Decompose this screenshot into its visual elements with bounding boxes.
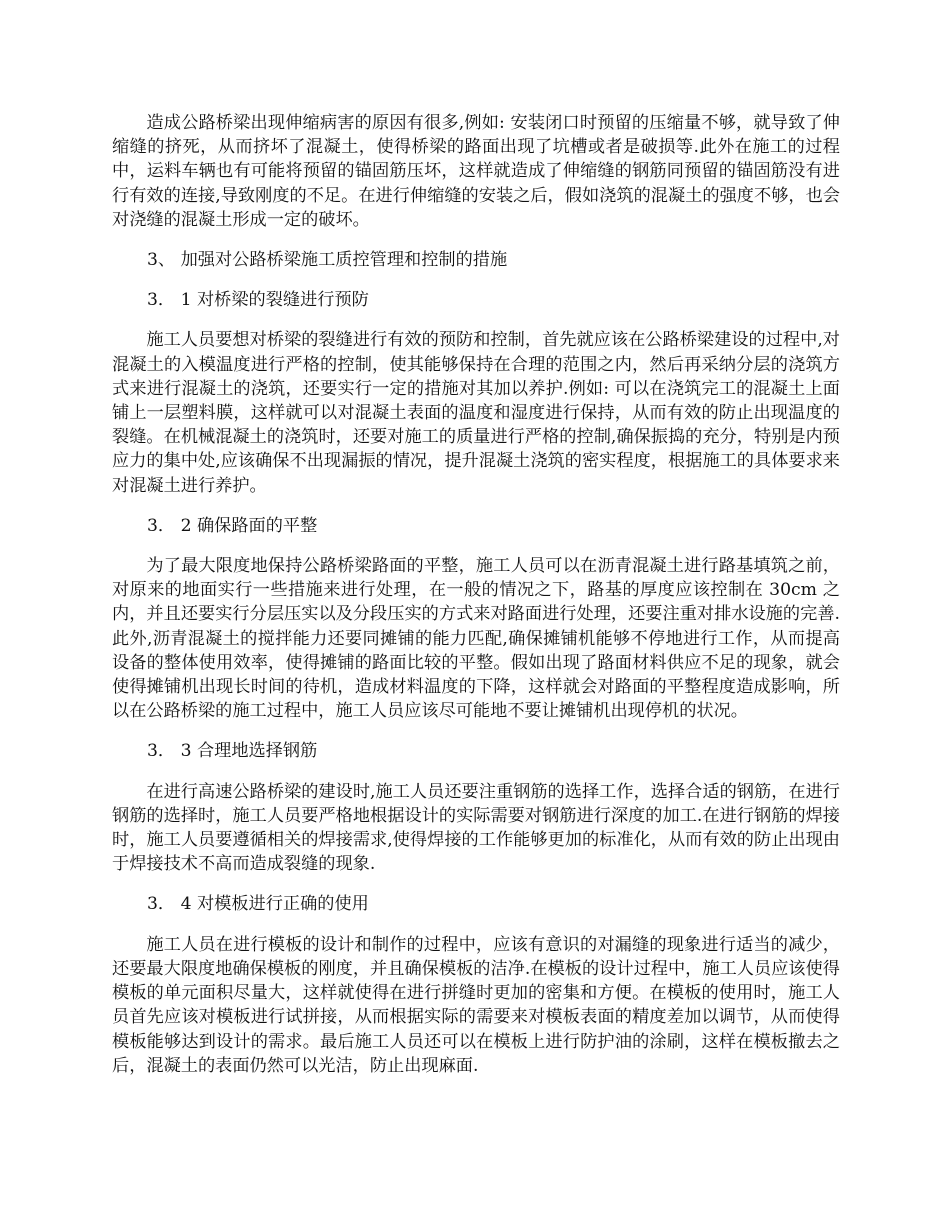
paragraph-formwork-use: 施工人员在进行模板的设计和制作的过程中，应该有意识的对漏缝的现象进行适当的减少，还要最大限度地确保模板的刚度，并且确保模板的洁净.在模板的设计过程中，施工人员应该使得模板的单元面积尽量大，这样就使得在进行拼缝时更加的密集和方便。在模板的使用时，施工人员首先应该对模板进行试拼接，从而根据实际的需要来对模板表面的精度差加以调节，从而使得模板能够达到设计的需求。最后施工人员还可以在模板上进行防护油的涂刷，这样在模板撤去之后，混凝土的表面仍然可以光洁，防止出现麻面. — [112, 934, 840, 1076]
subsection-heading-3-3: 3． 3 合理地选择钢筋 — [147, 741, 318, 762]
paragraph-expansion-joint-causes: 造成公路桥梁出现伸缩病害的原因有很多,例如: 安装闭口时预留的压缩量不够，就导致了伸缩缝的挤死，从而挤坏了混凝土，使得桥梁的路面出现了坑槽或者是破损等.此外在施工的过程中，运料车辆也有可能将预留的锚固筋压坏，这样就造成了伸缩缝的钢筋同预留的锚固筋没有进行有效的连接,导致刚度的不足。在进行伸缩缝的安装之后，假如浇筑的混凝土的强度不够，也会对浇缝的混凝土形成一定的破坏。 — [112, 113, 840, 230]
document-page — [112, 111, 840, 1094]
paragraph-crack-prevention: 施工人员要想对桥梁的裂缝进行有效的预防和控制，首先就应该在公路桥梁建设的过程中,对混凝土的入模温度进行严格的控制，使其能够保持在合理的范围之内，然后再采纳分层的浇筑方式来进行混凝土的浇筑，还要实行一定的措施对其加以养护.例如: 可以在浇筑完工的混凝土上面铺上一层塑料膜，这样就可以对混凝土表面的温度和湿度进行保持，从而有效的防止出现温度的裂缝。在机械混凝土的浇筑时，还要对施工的质量进行严格的控制,确保振捣的充分，特别是内预应力的集中处,应该确保不出现漏振的情况，提升混凝土浇筑的密实程度，根据施工的具体要求来对混凝土进行养护。 — [112, 330, 840, 496]
section-heading-3: 3、 加强对公路桥梁施工质控管理和控制的措施 — [147, 250, 508, 271]
subsection-heading-3-1: 3． 1 对桥梁的裂缝进行预防 — [147, 290, 369, 311]
paragraph-road-flatness: 为了最大限度地保持公路桥梁路面的平整，施工人员可以在沥青混凝土进行路基填筑之前，对原来的地面实行一些措施来进行处理，在一般的情况之下，路基的厚度应该控制在 30cm 之内，并且还要实行分层压实以及分段压实的方式来对路面进行处理，还要注重对排水设施的完善.此外,沥青混凝土的搅拌能力还要同摊铺的能力匹配,确保摊铺机能够不停地进行工作，从而提高设备的整体使用效率，使得摊铺的路面比较的平整。假如出现了路面材料供应不足的现象，就会使得摊铺机出现长时间的待机，造成材料温度的下降，这样就会对路面的平整程度造成影响，所以在公路桥梁的施工过程中，施工人员应该尽可能地不要让摊铺机出现停机的状况。 — [112, 556, 840, 722]
subsection-heading-3-2: 3． 2 确保路面的平整 — [147, 515, 318, 536]
paragraph-rebar-selection: 在进行高速公路桥梁的建设时,施工人员还要注重钢筋的选择工作，选择合适的钢筋，在进行钢筋的选择时，施工人员要严格地根据设计的实际需要对钢筋进行深度的加工.在进行钢筋的焊接时，施工人员要遵循相关的焊接需求,使得焊接的工作能够更加的标准化，从而有效的防止出现由于焊接技术不高而造成裂缝的现象. — [112, 781, 840, 875]
subsection-heading-3-4: 3． 4 对模板进行正确的使用 — [147, 894, 369, 915]
